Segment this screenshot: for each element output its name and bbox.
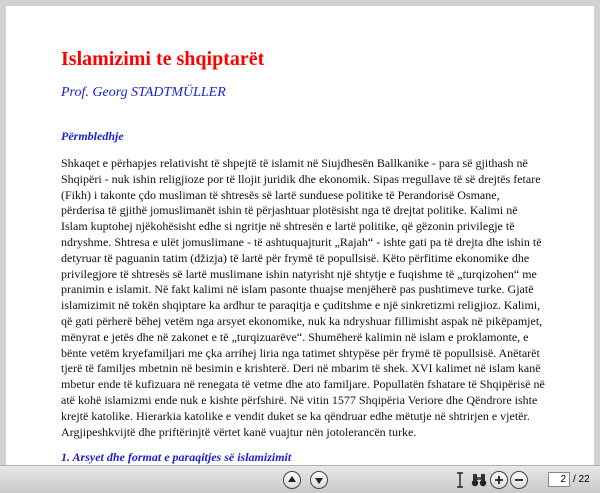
previous-page-button[interactable]: [283, 471, 301, 489]
body-line: Shkaqet e përhapjes relativisht të shpejtë të islamit në Siujdhesën Ballkanike - para së gjithash në: [61, 156, 528, 170]
body-line: Islam kuptohej njëkohësisht edhe si ngritje në shtresën e lartë politike, që gëzonin privilegje të: [61, 219, 515, 234]
zoom-out-button[interactable]: [510, 471, 528, 489]
binoculars-icon: [471, 472, 487, 488]
body-line: mbetur ende të kufizuara në renegata të vetme dhe ato familjare. Popullatën fshatare të Shqipërisë në: [61, 377, 545, 392]
page-total: / 22: [573, 474, 590, 485]
text-cursor-icon: [455, 472, 465, 488]
body-line: Shqipëri - nuk ishin religjioze por të llojit juridik dhe ekonomik. Sipas rregullave të së drejtës fetare: [61, 171, 541, 186]
body-line: krejtë katolike. Hierarkia katolike e vendit duket se ka qëndruar edhe mëtutje në shtrirjen e vjetër.: [61, 408, 530, 423]
page-number-input[interactable]: 2: [548, 472, 570, 487]
document-title: Islamizimi te shqiptarët: [61, 48, 265, 70]
body-line: privilegjore të shtresës së lartë muslimane ishin natyrisht një shtytje e fuqishme të „turqizohen“ me: [61, 266, 537, 281]
body-line: mënyrat e jetës dhe në zakonet e të „turqizuarëve“. Shumëherë kalimin në islam e proklamonte, e: [61, 329, 529, 344]
body-line: (Fikh) i takonte çdo musliman të shtresës së lartë sunduese politike të Perandorisë Osmane,: [61, 187, 500, 202]
viewer-toolbar: [0, 465, 600, 493]
find-tool[interactable]: [471, 472, 487, 488]
zoom-out-icon: [514, 475, 524, 485]
text-select-tool[interactable]: [455, 472, 465, 488]
arrow-up-icon: [287, 475, 297, 485]
abstract-body: [61, 156, 571, 440]
abstract-heading: Përmbledhje: [61, 129, 124, 143]
zoom-in-button[interactable]: [490, 471, 508, 489]
body-line: Argjipeshkvijtë dhe priftërinjtë vërtet kanë vuajtur nën jotolerancën turke.: [61, 424, 417, 439]
body-line: përderisa të gjithë jomuslimanët ishin të përjashtuar plotësisht nga të drejtat politike. Kalimi në: [61, 203, 518, 218]
body-line: detyruar të paguanin tatim (džizja) të lartë për frymë të popullsisë. Këto përfitime ekonomike dhe: [61, 250, 530, 265]
section-heading: 1. Arsyet dhe format e paraqitjes së islamizimit: [61, 450, 292, 464]
body-line: islamizimit në tokën shqiptare ka ardhur te paraqitja e çuditshme e një sinkretizmi religjioz. Kalimi,: [61, 298, 541, 313]
next-page-button[interactable]: [310, 471, 328, 489]
arrow-down-icon: [314, 475, 324, 485]
zoom-in-icon: [494, 475, 504, 485]
document-page: [6, 6, 594, 465]
body-line: pranimin e islamit. Në fakt kalimi në islam pasonte thuajse menjëherë pas pushtimeve turke. Gjatë: [61, 282, 534, 297]
body-line: bënte vetëm kryefamiljari me çka arrihej liria nga tatimet shtypëse për frymë të popullsisë. Anëtarët: [61, 345, 540, 360]
body-line: ndryshme. Shtresa e ulët jomuslimane - të ashtuquajturit „Rajah“ - ishte gati pa të drejta dhe ishin të: [61, 234, 542, 249]
body-line: tjerë të familjes mbetnin në besimin e krishterë. Deri në mbarim të shek. XVI kalimet në islam kanë: [61, 361, 541, 376]
author-name: Prof. Georg STADTMÜLLER: [61, 85, 226, 100]
body-line: atë kohë islamizmi ende nuk e kishte përfshirë. Në vitin 1577 Shqipëria Veriore dhe Qëndrore ishte: [61, 392, 538, 407]
body-line: që gati përherë bëhej vetëm nga arsyet ekonomike, nuk ka ndryshuar fillimisht aspak në pikëpamjet,: [61, 313, 543, 328]
